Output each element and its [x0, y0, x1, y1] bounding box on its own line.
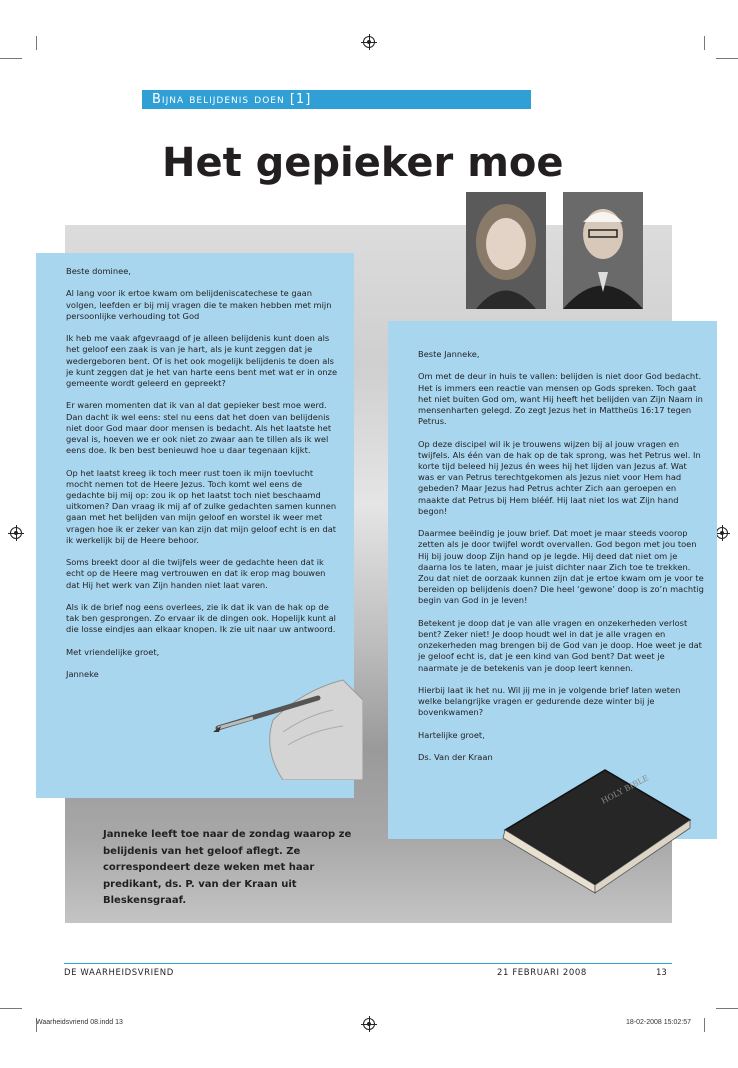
registration-mark-icon: [363, 36, 375, 48]
registration-mark-icon: [10, 527, 22, 539]
letter-paragraph: Op het laatst kreeg ik toch meer rust toen ik mijn toevlucht mocht nemen tot de Heere Jezus. Toch komt wel eens de gedachte bij mij op: zou ik op het laatst toch niet beschaamd uitkomen? Dan vraag ik mij af of zulke gedachten samen kunnen gaan met het belijden van mijn geloof en worstel ik weer met vragen hoe ik er zeker van kan zijn dat mijn geloof echt is en dat ik werkelijk bij de Heere behoor.: [66, 467, 337, 545]
letter-paragraph: Als ik de brief nog eens overlees, zie ik dat ik van de hak op de tak ben gesprongen. Zo ervaar ik de dingen ook. Hopelijk kunt al die losse eindjes aan elkaar knopen. Ik zie uit naar uw antwoord.: [66, 602, 336, 635]
slug-filename: Waarheidsvriend 08.indd 13: [36, 1019, 123, 1026]
registration-mark-icon: [716, 527, 728, 539]
letter-paragraph: Al lang voor ik ertoe kwam om belijdeniscatechese te gaan volgen, leefden er bij mij vragen die te maken hebben met mijn persoonlijke verhouding tot God: [66, 288, 332, 321]
page-number: 13: [656, 968, 667, 978]
letter-paragraph: Soms breekt door al die twijfels weer de gedachte heen dat ik echt op de Heere mag vertrouwen en dat ik erop mag bouwen dat Hij het werk van Zijn handen niet laat varen.: [66, 557, 326, 590]
footer-divider: [64, 963, 672, 964]
page-title: Het gepieker moe: [162, 140, 564, 186]
crop-mark: [0, 1008, 22, 1009]
portrait-janneke: [466, 192, 546, 309]
letter-paragraph: Om met de deur in huis te vallen: belijden is niet door God bedacht. Het is immers een reactie van mensen op Gods spreken. Toch gaat het niet buiten God om, want Hij heeft het belijden van Zijn Naam in mensenharten gelegd. Zo zegt Jezus het in Mattheüs 16:17 tegen Petrus.: [418, 371, 703, 427]
registration-mark-icon: [363, 1018, 375, 1030]
letter-signature: Ds. Van der Kraan: [418, 752, 493, 763]
letter-paragraph: Betekent je doop dat je van alle vragen en onzekerheden verlost bent? Zeker niet! Je doop houdt wel in dat je alle vragen en onzekerheden mag brengen bij de God van je doop. Hoe weet je dat je geloof echt is, dat je een kind van God bent? Dat weet je naarmate je de betekenis van je doop leert kennen.: [418, 617, 702, 673]
letter-paragraph: Beste dominee,: [66, 266, 131, 276]
crop-mark: [0, 58, 22, 59]
slug-timestamp: 18-02-2008 15:02:57: [626, 1019, 691, 1026]
letter-paragraph: Beste Janneke,: [418, 349, 480, 359]
footer-date: 21 FEBRUARI 2008: [497, 968, 587, 978]
crop-mark: [36, 36, 37, 50]
letter-paragraph: Ik heb me vaak afgevraagd of je alleen belijdenis kunt doen als het geloof een zaak is van je hart, als je kunt zeggen dat je wedergeboren bent. Of is het ook mogelijk belijdenis te doen als je kunt zeggen dat je het van harte eens bent met wat er in onze gemeente wordt geleerd en gepreekt?: [66, 333, 338, 388]
crop-mark: [716, 1008, 738, 1009]
footer-publication: DE WAARHEIDSVRIEND: [64, 968, 174, 978]
portrait-ds-van-der-kraan: [563, 192, 643, 309]
letter-paragraph: Hierbij laat ik het nu. Wil jij me in je volgende brief laten weten welke belangrijke vragen er gedurende deze winter bij je bovenkwamen?: [418, 685, 681, 718]
letter-paragraph: Op deze discipel wil ik je trouwens wijzen bij al jouw vragen en twijfels. Als één van de hak op de tak sprong, was het Petrus wel. In korte tijd beleed hij Jezus én wees hij het lijden van Jezus af. Wat was er van Petrus terechtgekomen als Jezus niet voor Hem had gebeden? Maar Jezus had Petrus achter Zich aan geroepen en maakte dat Petrus bij Hem blééf. Hij laat niet los wat Zijn hand begon!: [418, 438, 701, 516]
letter-paragraph: Er waren momenten dat ik van al dat gepieker best moe werd. Dan dacht ik wel eens: stel nu eens dat het doen van belijdenis niet door God maar door mensen is bedacht. Als het laatste het geval is, hoeven we er ook niet zo zwaar aan te tillen als ik wel eens doe. Ik ben best benieuwd hoe u daar tegenaan kijkt.: [66, 400, 332, 456]
letter-signature: Janneke: [66, 669, 99, 680]
letter-paragraph: Daarmee beëindig je jouw brief. Dat moet je maar steeds voorop zetten als je door twijfel wordt overvallen. God begon met jou toen Hij bij jouw doop Zijn hand op je legde. Hij deed dat niet om je daarna los te laten, maar je juist dichter naar Zich toe te trekken. Zou dat niet de oorzaak kunnen zijn dat je ertoe kwam om je voor te bereiden op belijdenis doen? Die heel ‘gewone’ doop is zo’n machtig begin van God in je leven!: [418, 528, 704, 606]
photo-caption: Janneke leeft toe naar de zondag waarop ze belijdenis van het geloof aflegt. Ze correspondeert deze weken met haar predikant, ds. P. van der Kraan uit Bleskensgraaf.: [103, 829, 352, 906]
letter-paragraph: Met vriendelijke groet,: [66, 646, 160, 657]
section-banner: Bijna belijdenis doen [1]: [142, 90, 531, 109]
crop-mark: [716, 58, 738, 59]
hand-with-pen-icon: [213, 660, 363, 780]
bible-icon: [485, 760, 700, 895]
letter-paragraph: Hartelijke groet,: [418, 729, 485, 740]
crop-mark: [704, 1018, 705, 1032]
crop-mark: [704, 36, 705, 50]
bible-cover-text: HOLY BIBLE: [599, 773, 651, 806]
